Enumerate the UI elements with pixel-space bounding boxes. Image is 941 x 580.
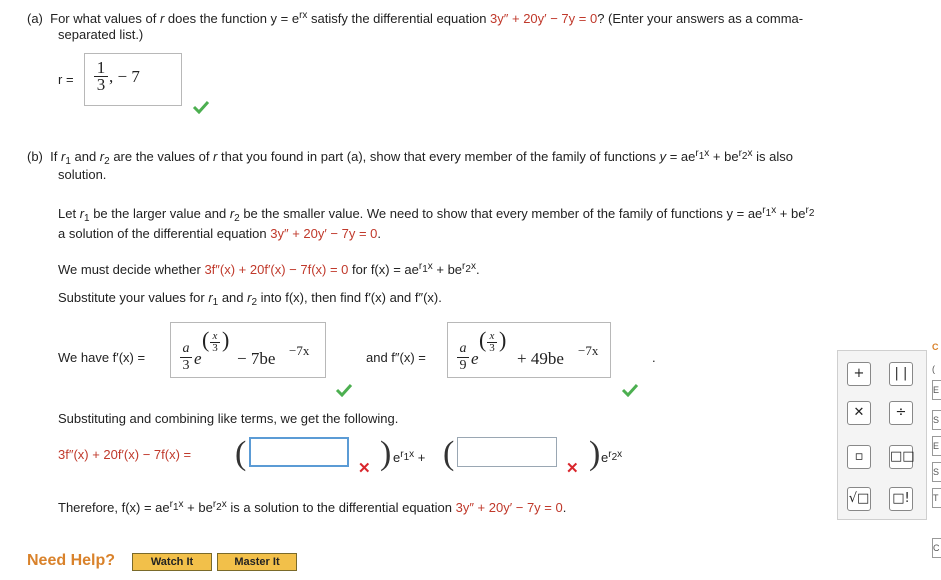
answer-rest: , − 7 [109,67,140,86]
answer-label-r: r = [58,72,74,87]
decide-statement: We must decide whether 3f″(x) + 20f′(x) − 7f(x) = 0 for $f(x) = ae^{r_1x} + be^{r_2x}$. [58,261,480,277]
fraction-button[interactable]: ▫ [847,445,871,469]
fprime-label: We have f′(x) = [58,350,146,365]
absolute-value-button[interactable]: | | [889,362,913,386]
fdoubleprime-label: and f″(x) = [366,350,426,365]
divide-button[interactable]: ÷ [889,401,913,425]
correct-check-icon [192,100,210,114]
master-it-button[interactable]: Master It [217,553,297,571]
part-a-question: (a) For what values of r does the function $y = e^{rx}$ satisfy the differential equation 3y″ + 20y′ − 7y = 0? (Enter your answers as a comma- [27,10,804,26]
need-help-label: Need Help? [27,552,116,569]
correct-check-icon [335,383,353,397]
let-statement: Let $r_1$ be the larger value and $r_2$ be the smaller value. We need to show that every member of the family of functions $y = ae^{r_1x} + be^{r_2}$ [58,205,815,224]
substitute-statement: Substitute your values for $r_1$ and $r_2$ into f(x), then find f′(x) and f″(x). [58,290,442,308]
answer-fraction: $\frac{1}{3}$ [94,60,108,93]
part-b-label: (b) [27,149,43,164]
fdoubleprime-answer-box[interactable]: $\frac{a}{9}$ e ( $\frac{x}{3}$ ) + 49be −7x [447,322,611,378]
sidebar-tab[interactable]: S [932,462,941,482]
coefficient-input-2[interactable] [457,437,557,467]
watch-it-button[interactable]: Watch It [132,553,212,571]
incorrect-x-icon: ✕ [358,460,371,477]
sidebar-tab[interactable]: ( [932,360,941,380]
sidebar-tab[interactable]: C [932,338,941,358]
sidebar-tab[interactable]: S [932,410,941,430]
math-palette [837,350,927,520]
incorrect-x-icon: ✕ [566,460,579,477]
sidebar-tab[interactable]: E [932,380,941,400]
right-sidebar [930,338,941,580]
sidebar-tab[interactable]: C [932,538,941,558]
combine-statement: Substituting and combining like terms, we get the following. [58,411,399,426]
times-button[interactable]: ✕ [847,401,871,425]
exponent-button[interactable]: □□ [889,445,913,469]
part-a-label: (a) [27,11,43,26]
differential-equation: 3y″ + 20y′ − 7y = 0 [490,11,598,26]
factorial-button[interactable]: □! [889,487,913,511]
correct-check-icon [621,383,639,397]
therefore-statement: Therefore, $f(x) = ae^{r_1x} + be^{r_2x}$ is a solution to the differential equation 3y″ + 20y′ − 7y = 0. [58,499,567,515]
part-b-question: (b) If $r_1$ and $r_2$ are the values of r that you found in part (a), show that every member of the family of functions $y = ae^{r_1x} + be^{r_2x}$ is also [27,148,793,167]
combine-equation: 3f″(x) + 20f′(x) − 7f(x) = [58,447,192,462]
sidebar-tab[interactable]: T [932,488,941,508]
coefficient-input-1[interactable] [249,437,349,467]
fprime-answer-box[interactable]: $\frac{a}{3}$ e ( $\frac{x}{3}$ ) − 7be −7x [170,322,326,378]
sqrt-button[interactable]: √□ [847,487,871,511]
part-b-question-line2: solution. [58,167,107,182]
let-statement-line2: a solution of the differential equation 3y″ + 20y′ − 7y = 0. [58,226,382,241]
part-a-question-line2: separated list.) [58,27,144,42]
answer-box-r[interactable] [84,53,182,106]
plus-button[interactable]: + [847,362,871,386]
sidebar-tab[interactable]: E [932,436,941,456]
